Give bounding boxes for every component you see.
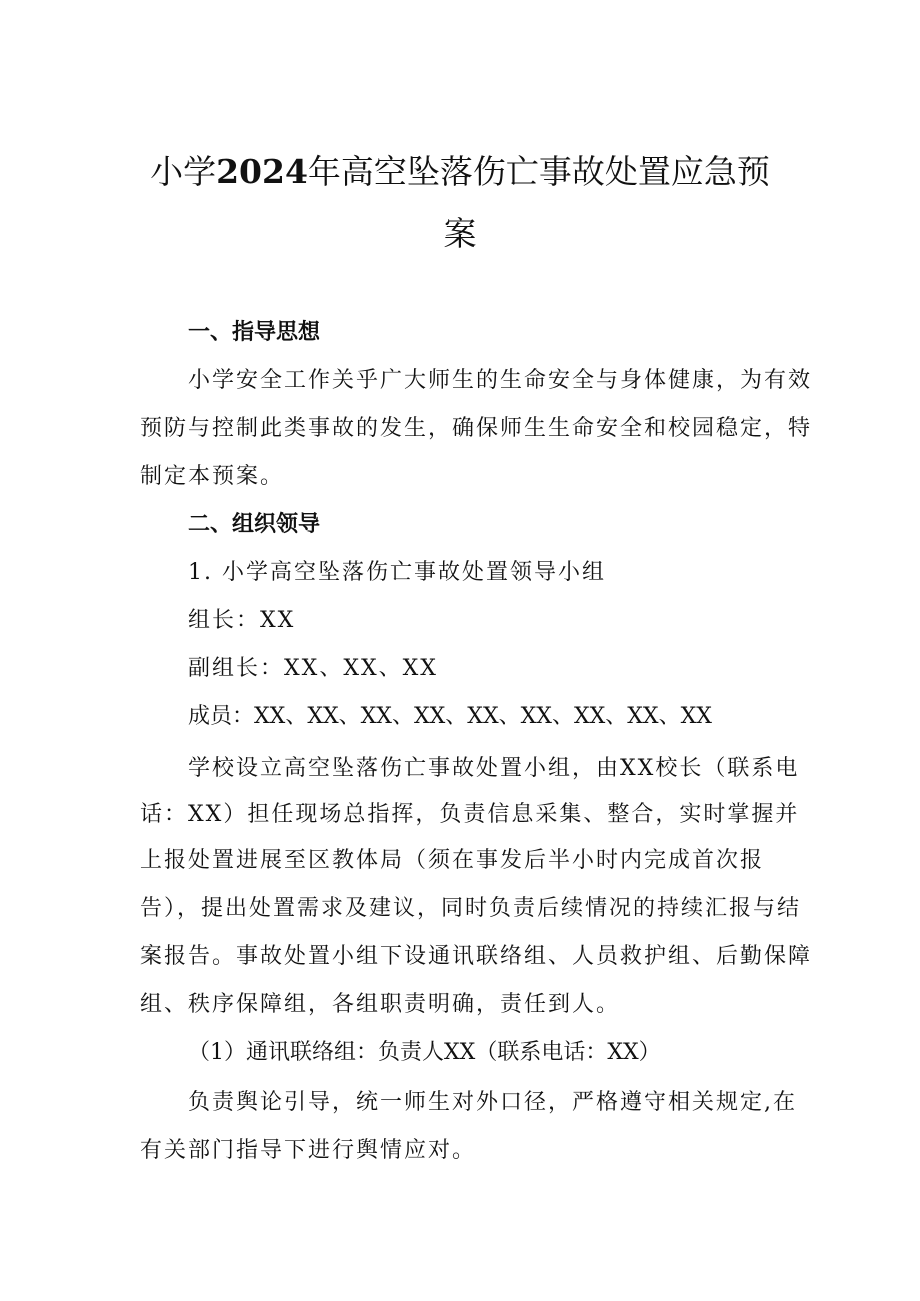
paragraph-line: 有关部门指导下进行舆情应对。 (140, 1138, 477, 1163)
paragraph-line: 预防与控制此类事故的发生，确保师生生命安全和校园稳定，特 (140, 416, 813, 441)
deputy-leader-line: 副组长：XX、XX、XX (188, 656, 438, 681)
paragraph-line: 话：XX）担任现场总指挥，负责信息采集、整合，实时掌握并 (140, 802, 800, 827)
title-part-a: 小学 (150, 152, 217, 191)
section-heading-organization: 二、组织领导 (188, 512, 321, 537)
paragraph-line: 制定本预案。 (140, 464, 285, 489)
paragraph-line: 小学安全工作关乎广大师生的生命安全与身体健康，为有效 (188, 368, 813, 393)
paragraph-line: 组、秩序保障组，各组职责明确，责任到人。 (140, 992, 621, 1017)
document-title-line-2: 案 (443, 214, 477, 253)
title-part-b: 年高空坠落伤亡事故处置应急预 (307, 152, 770, 191)
section-heading-guiding-ideology: 一、指导思想 (188, 320, 321, 345)
paragraph-line: 案报告。事故处置小组下设通讯联络组、人员救护组、后勤保障 (140, 944, 813, 969)
paragraph-line: 负责舆论引导，统一师生对外口径，严格遵守相关规定,在 (188, 1090, 797, 1115)
leader-line: 组长：XX (188, 608, 296, 633)
comm-group-line: （1）通讯联络组：负责人XX（联系电话：XX） (188, 1040, 661, 1065)
paragraph-line: 学校设立高空坠落伤亡事故处置小组，由XX校长（联系电 (188, 756, 800, 781)
members-line: 成员：XX、XX、XX、XX、XX、XX、XX、XX、XX (188, 704, 712, 729)
paragraph-line: 上报处置进展至区教体局（须在事发后半小时内完成首次报 (140, 848, 765, 873)
group-title: 1. 小学高空坠落伤亡事故处置领导小组 (188, 560, 606, 585)
title-year: 2024 (216, 152, 308, 191)
document-title-line-1 (140, 144, 780, 200)
paragraph-line: 告），提出处置需求及建议，同时负责后续情况的持续汇报与结 (140, 896, 802, 921)
